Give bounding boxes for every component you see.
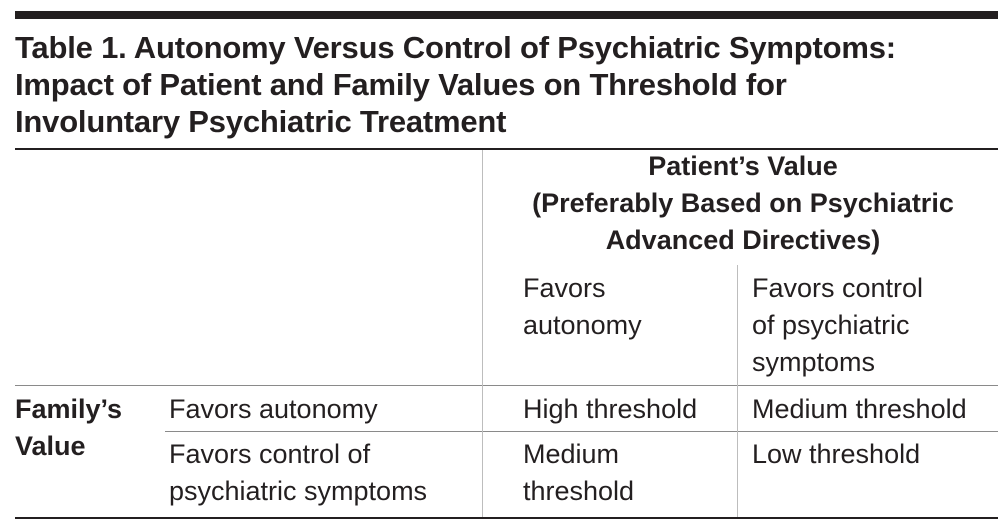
table-title: [15, 29, 995, 140]
row-divider: [165, 431, 998, 432]
family-value-header: [15, 391, 122, 465]
patient-col-autonomy-header: [523, 270, 642, 344]
top-rule: [15, 11, 998, 19]
cell-line: threshold: [523, 476, 635, 506]
cell-high-threshold: [523, 391, 697, 428]
patient-value-header-line: Advanced Directives): [605, 225, 881, 255]
cell-low-threshold: [752, 436, 920, 473]
table-title-line: Impact of Patient and Family Values on Threshold for: [15, 67, 787, 102]
family-value-header-line: Value: [15, 431, 86, 461]
column-divider: [737, 265, 738, 517]
row-label-line: Favors autonomy: [169, 394, 378, 424]
row-label-favors-control: [169, 436, 427, 510]
family-value-header-line: Family’s: [15, 394, 123, 424]
bottom-rule: [15, 517, 998, 519]
column-header-line: autonomy: [523, 310, 642, 340]
cell-line: High threshold: [523, 394, 698, 424]
cell-medium-threshold: [752, 391, 967, 428]
row-label-line: psychiatric symptoms: [169, 476, 428, 506]
patient-value-header: [483, 148, 1003, 259]
column-header-line: Favors: [523, 273, 606, 303]
row-label-favors-autonomy: [169, 391, 378, 428]
cell-medium-threshold-2: [523, 436, 634, 510]
table-title-line: Table 1. Autonomy Versus Control of Psychiatric Symptoms:: [15, 30, 896, 65]
cell-line: Low threshold: [752, 439, 921, 469]
column-header-line: of psychiatric: [752, 310, 910, 340]
patient-value-header-line: Patient’s Value: [648, 151, 838, 181]
column-header-line: Favors control: [752, 273, 924, 303]
patient-col-control-header: [752, 270, 923, 381]
column-header-line: symptoms: [752, 347, 876, 377]
patient-value-header-line: (Preferably Based on Psychiatric: [532, 188, 954, 218]
row-divider: [15, 385, 998, 386]
table-title-line: Involuntary Psychiatric Treatment: [15, 104, 507, 139]
cell-line: Medium: [523, 439, 620, 469]
row-label-line: Favors control of: [169, 439, 371, 469]
cell-line: Medium threshold: [752, 394, 967, 424]
